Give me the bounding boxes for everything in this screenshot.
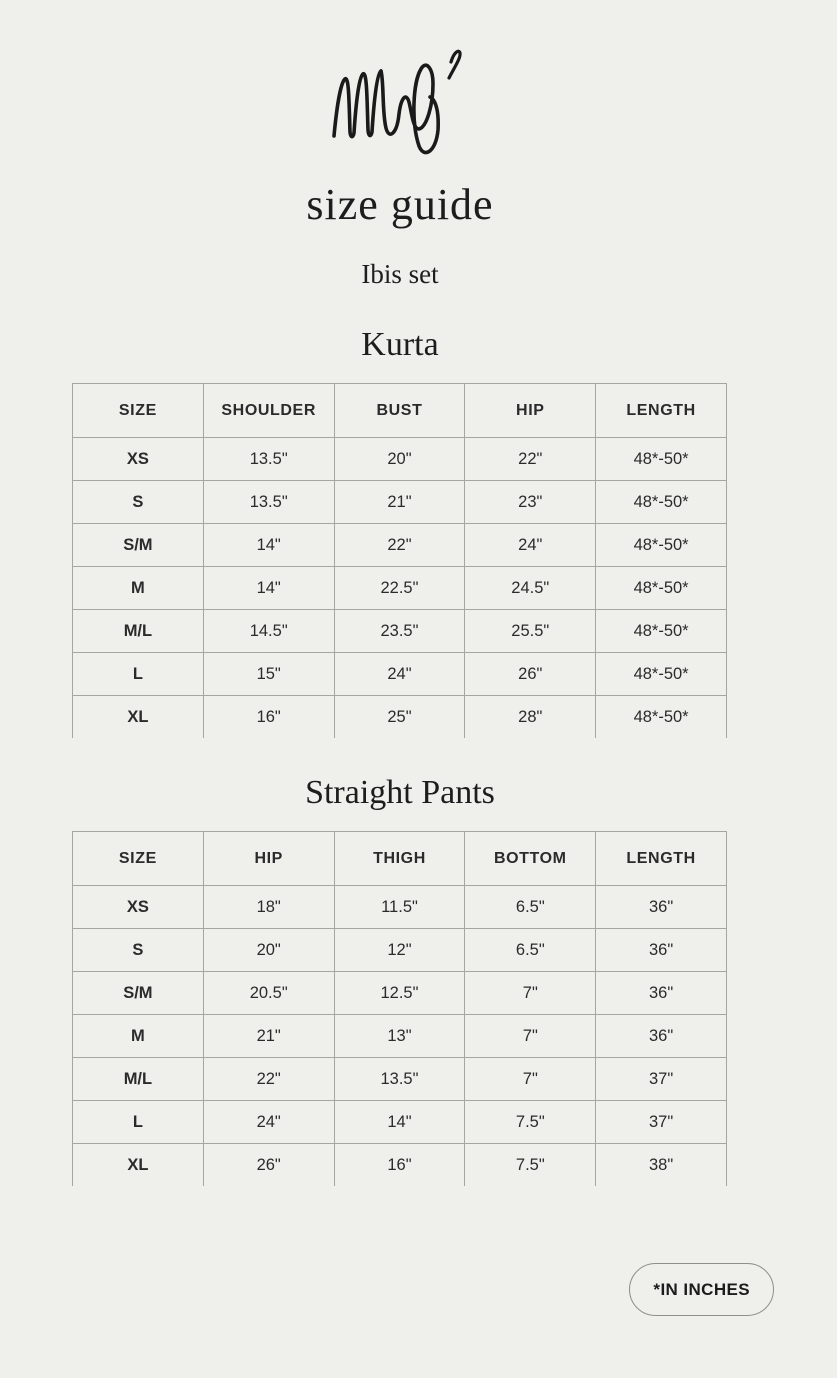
column-header: SIZE bbox=[73, 384, 204, 438]
measurement-cell: 7" bbox=[465, 972, 596, 1015]
size-label-cell: XS bbox=[73, 438, 204, 481]
size-label-cell: M bbox=[73, 1015, 204, 1058]
measurement-cell: 36" bbox=[596, 972, 727, 1015]
table-row bbox=[73, 481, 727, 524]
measurement-cell: 11.5" bbox=[334, 886, 465, 929]
measurement-cell: 14.5" bbox=[203, 610, 334, 653]
measurement-cell: 21" bbox=[334, 481, 465, 524]
measurement-cell: 13.5" bbox=[203, 438, 334, 481]
measurement-cell: 6.5" bbox=[465, 886, 596, 929]
table-row bbox=[73, 524, 727, 567]
column-header: HIP bbox=[465, 384, 596, 438]
table-row bbox=[73, 1015, 727, 1058]
measurement-cell: 20" bbox=[203, 929, 334, 972]
table-row bbox=[73, 1058, 727, 1101]
column-header: LENGTH bbox=[596, 384, 727, 438]
measurement-cell: 16" bbox=[334, 1144, 465, 1187]
measurement-cell: 36" bbox=[596, 886, 727, 929]
measurement-cell: 48*-50* bbox=[596, 481, 727, 524]
measurement-cell: 14" bbox=[203, 567, 334, 610]
measurement-cell: 7.5" bbox=[465, 1101, 596, 1144]
measurement-cell: 7.5" bbox=[465, 1144, 596, 1187]
measurement-cell: 6.5" bbox=[465, 929, 596, 972]
measurement-cell: 26" bbox=[203, 1144, 334, 1187]
header-row bbox=[73, 832, 727, 886]
measurement-cell: 13" bbox=[334, 1015, 465, 1058]
size-label-cell: XL bbox=[73, 1144, 204, 1187]
measurement-cell: 20" bbox=[334, 438, 465, 481]
measurement-cell: 48*-50* bbox=[596, 567, 727, 610]
table-row bbox=[73, 972, 727, 1015]
measurement-cell: 48*-50* bbox=[596, 696, 727, 739]
measurement-cell: 14" bbox=[203, 524, 334, 567]
measurement-cell: 24" bbox=[203, 1101, 334, 1144]
measurement-cell: 48*-50* bbox=[596, 438, 727, 481]
measurement-cell: 24" bbox=[465, 524, 596, 567]
table-row bbox=[73, 610, 727, 653]
measurement-cell: 36" bbox=[596, 929, 727, 972]
straight-pants-size-table bbox=[72, 831, 727, 1186]
size-label-cell: S bbox=[73, 929, 204, 972]
size-label-cell: M bbox=[73, 567, 204, 610]
units-badge: *IN INCHES bbox=[629, 1263, 774, 1316]
measurement-cell: 28" bbox=[465, 696, 596, 739]
table-row bbox=[73, 886, 727, 929]
column-header: THIGH bbox=[334, 832, 465, 886]
column-header: SHOULDER bbox=[203, 384, 334, 438]
measurement-cell: 24" bbox=[334, 653, 465, 696]
measurement-cell: 14" bbox=[334, 1101, 465, 1144]
measurement-cell: 22.5" bbox=[334, 567, 465, 610]
column-header: LENGTH bbox=[596, 832, 727, 886]
measurement-cell: 25.5" bbox=[465, 610, 596, 653]
measurement-cell: 7" bbox=[465, 1058, 596, 1101]
section-title-kurta: Kurta bbox=[361, 326, 439, 363]
table-row bbox=[73, 1144, 727, 1187]
mw-signature-icon bbox=[320, 42, 480, 164]
size-label-cell: M/L bbox=[73, 610, 204, 653]
column-header: BUST bbox=[334, 384, 465, 438]
measurement-cell: 25" bbox=[334, 696, 465, 739]
size-label-cell: S/M bbox=[73, 524, 204, 567]
measurement-cell: 13.5" bbox=[203, 481, 334, 524]
table-row bbox=[73, 438, 727, 481]
size-label-cell: XL bbox=[73, 696, 204, 739]
measurement-cell: 7" bbox=[465, 1015, 596, 1058]
measurement-cell: 12.5" bbox=[334, 972, 465, 1015]
measurement-cell: 23" bbox=[465, 481, 596, 524]
measurement-cell: 38" bbox=[596, 1144, 727, 1187]
measurement-cell: 48*-50* bbox=[596, 653, 727, 696]
measurement-cell: 37" bbox=[596, 1101, 727, 1144]
size-label-cell: L bbox=[73, 653, 204, 696]
table-row bbox=[73, 567, 727, 610]
measurement-cell: 37" bbox=[596, 1058, 727, 1101]
size-label-cell: M/L bbox=[73, 1058, 204, 1101]
measurement-cell: 23.5" bbox=[334, 610, 465, 653]
column-header: HIP bbox=[203, 832, 334, 886]
measurement-cell: 16" bbox=[203, 696, 334, 739]
brand-logo bbox=[0, 0, 800, 169]
table-row bbox=[73, 653, 727, 696]
measurement-cell: 22" bbox=[465, 438, 596, 481]
measurement-cell: 15" bbox=[203, 653, 334, 696]
column-header: SIZE bbox=[73, 832, 204, 886]
measurement-cell: 26" bbox=[465, 653, 596, 696]
measurement-cell: 12" bbox=[334, 929, 465, 972]
measurement-cell: 48*-50* bbox=[596, 610, 727, 653]
measurement-cell: 13.5" bbox=[334, 1058, 465, 1101]
measurement-cell: 21" bbox=[203, 1015, 334, 1058]
size-label-cell: L bbox=[73, 1101, 204, 1144]
table-row bbox=[73, 696, 727, 739]
kurta-size-table bbox=[72, 383, 727, 738]
section-title-straight-pants: Straight Pants bbox=[305, 774, 495, 811]
measurement-cell: 24.5" bbox=[465, 567, 596, 610]
measurement-cell: 36" bbox=[596, 1015, 727, 1058]
page-title: size guide bbox=[306, 180, 494, 229]
size-label-cell: XS bbox=[73, 886, 204, 929]
table-row bbox=[73, 1101, 727, 1144]
measurement-cell: 18" bbox=[203, 886, 334, 929]
table-row bbox=[73, 929, 727, 972]
product-set-name: Ibis set bbox=[361, 259, 439, 289]
measurement-cell: 20.5" bbox=[203, 972, 334, 1015]
header-row bbox=[73, 384, 727, 438]
measurement-cell: 22" bbox=[203, 1058, 334, 1101]
measurement-cell: 22" bbox=[334, 524, 465, 567]
size-label-cell: S bbox=[73, 481, 204, 524]
size-label-cell: S/M bbox=[73, 972, 204, 1015]
measurement-cell: 48*-50* bbox=[596, 524, 727, 567]
column-header: BOTTOM bbox=[465, 832, 596, 886]
